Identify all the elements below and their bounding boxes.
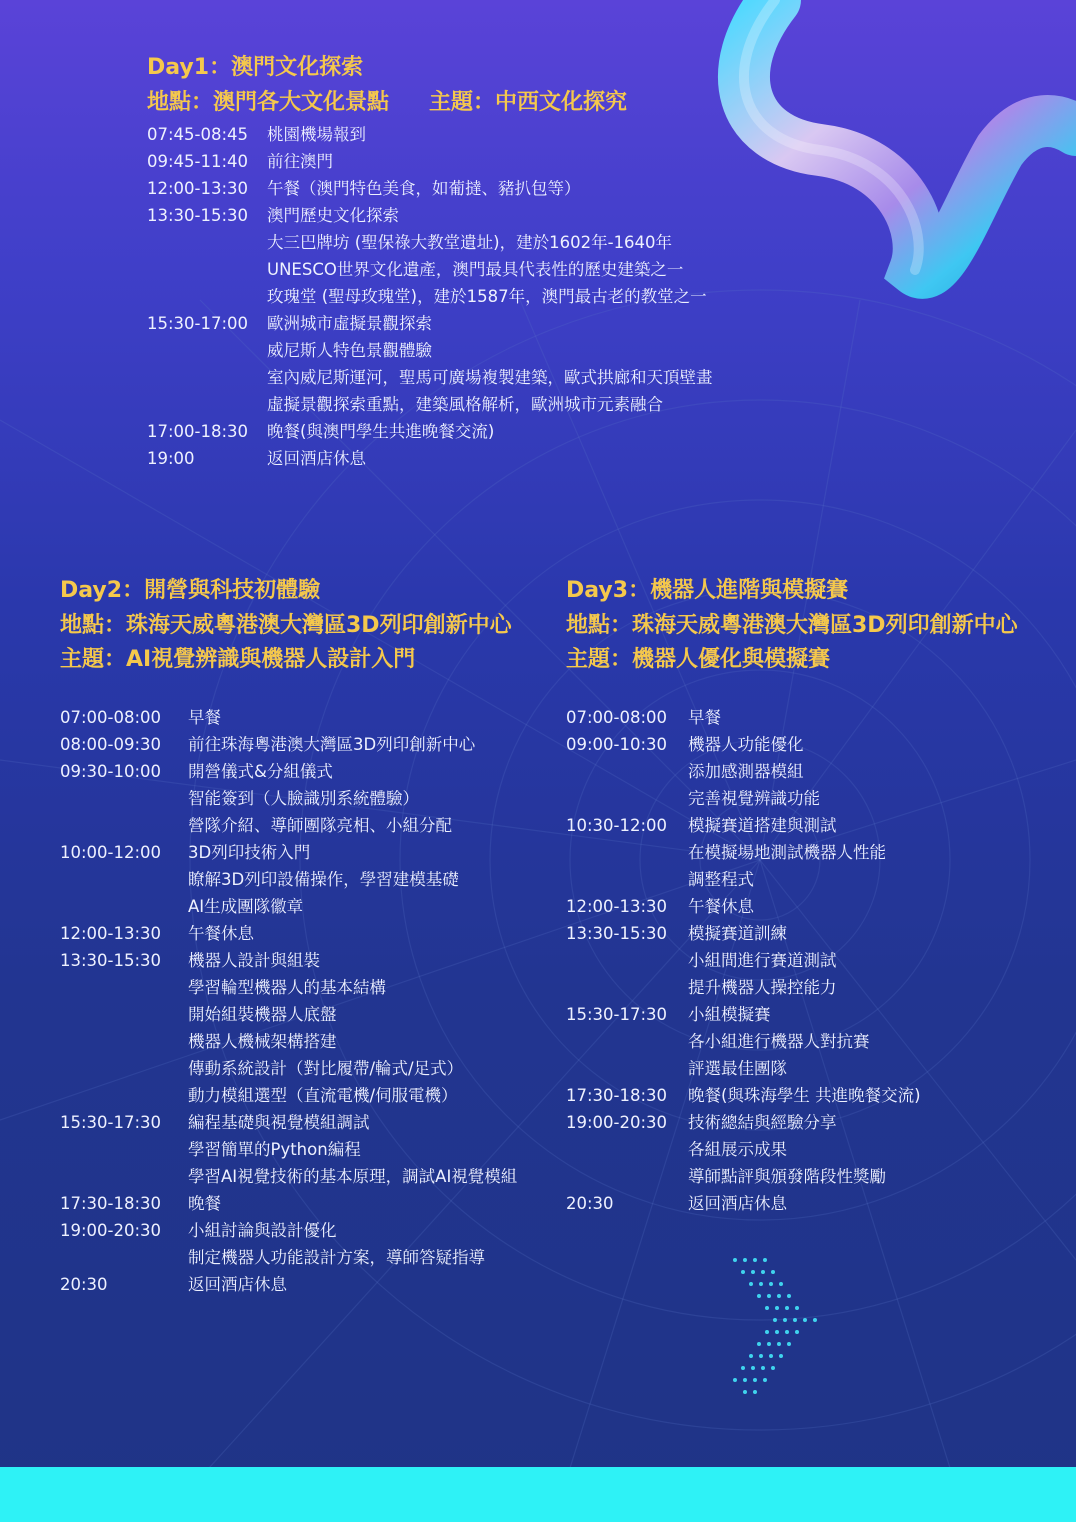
schedule-activity: 學習簡單的Python編程	[188, 1140, 361, 1159]
schedule-row	[566, 866, 1046, 893]
schedule-activity: 晚餐(與珠海學生 共進晚餐交流)	[688, 1086, 921, 1105]
schedule-activity: 小組間進行賽道測試	[688, 951, 837, 970]
schedule-activity: 評選最佳團隊	[688, 1059, 787, 1078]
schedule-activity: 玫瑰堂 (聖母玫瑰堂)，建於1587年，澳門最古老的教堂之一	[267, 287, 707, 306]
day2-theme: 主題：AI視覺辨識與機器人設計入門	[60, 647, 416, 672]
schedule-time: 20:30	[60, 1275, 108, 1294]
schedule-row	[566, 893, 1046, 920]
schedule-row	[147, 256, 797, 283]
schedule-time: 07:00-08:00	[566, 708, 668, 727]
schedule-row	[60, 839, 550, 866]
schedule-row	[566, 920, 1046, 947]
schedule-activity: 模擬賽道搭建與測試	[688, 816, 837, 835]
schedule-time: 17:00-18:30	[147, 422, 249, 441]
schedule-activity: 歐洲城市虛擬景觀探索	[267, 314, 432, 333]
schedule-activity: 學習AI視覺技術的基本原理，調試AI視覺模組	[188, 1167, 518, 1186]
schedule-row	[566, 974, 1046, 1001]
schedule-time: 15:30-17:30	[566, 1005, 668, 1024]
schedule-time: 20:30	[566, 1194, 614, 1213]
schedule-row	[566, 1028, 1046, 1055]
schedule-row	[60, 1055, 550, 1082]
schedule-activity: 機器人機械架構搭建	[188, 1032, 337, 1051]
schedule-activity: 模擬賽道訓練	[688, 924, 787, 943]
schedule-activity: 午餐（澳門特色美食，如葡撻、豬扒包等）	[267, 179, 581, 198]
schedule-row	[566, 758, 1046, 785]
schedule-time: 13:30-15:30	[566, 924, 668, 943]
schedule-row	[566, 1136, 1046, 1163]
schedule-activity: 桃園機場報到	[267, 125, 366, 144]
schedule-row	[60, 1190, 550, 1217]
schedule-activity: 午餐休息	[688, 897, 754, 916]
schedule-row	[60, 1028, 550, 1055]
schedule-row	[60, 974, 550, 1001]
schedule-time: 19:00-20:30	[60, 1221, 162, 1240]
day1-title: Day1：澳門文化探索	[147, 55, 364, 80]
schedule-time: 07:00-08:00	[60, 708, 162, 727]
schedule-row	[60, 1109, 550, 1136]
schedule-row	[147, 337, 797, 364]
schedule-time: 17:30-18:30	[566, 1086, 668, 1105]
schedule-row	[566, 812, 1046, 839]
schedule-row	[60, 1244, 550, 1271]
schedule-row	[147, 391, 797, 418]
schedule-row	[147, 148, 797, 175]
schedule-time: 13:30-15:30	[147, 206, 249, 225]
schedule-activity: 開營儀式&分組儀式	[188, 762, 333, 781]
schedule-activity: 導師點評與頒發階段性獎勵	[688, 1167, 886, 1186]
day3-schedule	[566, 704, 1046, 1217]
schedule-activity: 早餐	[688, 708, 721, 727]
schedule-time: 10:30-12:00	[566, 816, 668, 835]
schedule-activity: 技術總結與經驗分享	[688, 1113, 837, 1132]
schedule-row	[566, 1109, 1046, 1136]
schedule-row	[147, 310, 797, 337]
day3-location: 地點：珠海天威粵港澳大灣區3D列印創新中心	[566, 612, 1018, 638]
schedule-row	[566, 1055, 1046, 1082]
schedule-row	[60, 1136, 550, 1163]
schedule-row	[60, 812, 550, 839]
schedule-activity: 大三巴牌坊 (聖保祿大教堂遺址)，建於1602年-1640年	[267, 233, 673, 252]
schedule-row	[60, 1082, 550, 1109]
schedule-activity: 返回酒店休息	[188, 1275, 287, 1294]
schedule-row	[60, 1001, 550, 1028]
day1-location-theme	[147, 86, 627, 121]
schedule-time: 15:30-17:00	[147, 314, 249, 333]
schedule-activity: 機器人設計與組裝	[188, 951, 320, 970]
schedule-activity: 添加感測器模組	[688, 762, 804, 781]
schedule-activity: 前往澳門	[267, 152, 333, 171]
schedule-time: 13:30-15:30	[60, 951, 162, 970]
schedule-row	[60, 1271, 550, 1298]
schedule-row	[60, 893, 550, 920]
schedule-activity: 室內威尼斯運河，聖馬可廣場複製建築，歐式拱廊和天頂壁畫	[267, 368, 713, 387]
schedule-row	[60, 1163, 550, 1190]
schedule-activity: 調整程式	[688, 870, 754, 889]
schedule-row	[566, 731, 1046, 758]
schedule-row	[566, 704, 1046, 731]
schedule-row	[566, 1163, 1046, 1190]
schedule-time: 19:00-20:30	[566, 1113, 668, 1132]
schedule-activity: 營隊介紹、導師團隊亮相、小組分配	[188, 816, 452, 835]
day2-section	[60, 574, 512, 678]
schedule-time: 09:00-10:30	[566, 735, 668, 754]
schedule-activity: 各組展示成果	[688, 1140, 787, 1159]
schedule-activity: 提升機器人操控能力	[688, 978, 837, 997]
schedule-activity: 小組模擬賽	[688, 1005, 771, 1024]
day1-section	[147, 51, 627, 120]
schedule-activity: 返回酒店休息	[688, 1194, 787, 1213]
schedule-row	[60, 731, 550, 758]
schedule-row	[147, 283, 797, 310]
schedule-activity: AI生成團隊徽章	[188, 897, 304, 916]
schedule-time: 08:00-09:30	[60, 735, 162, 754]
schedule-activity: 小組討論與設計優化	[188, 1221, 337, 1240]
schedule-row	[147, 121, 797, 148]
schedule-row	[147, 202, 797, 229]
schedule-row	[60, 947, 550, 974]
schedule-activity: 瞭解3D列印設備操作，學習建模基礎	[188, 870, 459, 889]
day2-location: 地點：珠海天威粵港澳大灣區3D列印創新中心	[60, 612, 512, 638]
schedule-activity: 晚餐	[188, 1194, 221, 1213]
schedule-row	[60, 866, 550, 893]
schedule-row	[60, 785, 550, 812]
schedule-row	[147, 364, 797, 391]
schedule-row	[147, 229, 797, 256]
schedule-time: 17:30-18:30	[60, 1194, 162, 1213]
schedule-activity: 3D列印技術入門	[188, 843, 311, 862]
day1-schedule	[147, 121, 797, 472]
schedule-time: 09:30-10:00	[60, 762, 162, 781]
schedule-row	[60, 758, 550, 785]
schedule-activity: 機器人功能優化	[688, 735, 804, 754]
schedule-activity: 各小組進行機器人對抗賽	[688, 1032, 870, 1051]
schedule-activity: 早餐	[188, 708, 221, 727]
schedule-activity: 完善視覺辨識功能	[688, 789, 820, 808]
day3-title: Day3：機器人進階與模擬賽	[566, 578, 849, 603]
schedule-time: 15:30-17:30	[60, 1113, 162, 1132]
schedule-row	[60, 1217, 550, 1244]
footer-band	[0, 1467, 1076, 1522]
schedule-activity: 虛擬景觀探索重點，建築風格解析，歐洲城市元素融合	[267, 395, 663, 414]
schedule-activity: 開始組裝機器人底盤	[188, 1005, 337, 1024]
schedule-row	[566, 1001, 1046, 1028]
schedule-time: 12:00-13:30	[147, 179, 249, 198]
day1-location: 地點：澳門各大文化景點	[147, 89, 390, 115]
day3-section	[566, 574, 1018, 678]
schedule-activity: 動力模組選型（直流電機/伺服電機）	[188, 1086, 458, 1105]
schedule-row	[566, 785, 1046, 812]
schedule-row	[60, 704, 550, 731]
day3-theme: 主題：機器人優化與模擬賽	[566, 647, 831, 672]
schedule-time: 19:00	[147, 449, 195, 468]
schedule-activity: 晚餐(與澳門學生共進晚餐交流)	[267, 422, 495, 441]
schedule-activity: 澳門歷史文化探索	[267, 206, 399, 225]
schedule-time: 10:00-12:00	[60, 843, 162, 862]
schedule-row	[566, 1082, 1046, 1109]
schedule-activity: 制定機器人功能設計方案，導師答疑指導	[188, 1248, 485, 1267]
schedule-activity: 午餐休息	[188, 924, 254, 943]
schedule-activity: 在模擬場地測試機器人性能	[688, 843, 886, 862]
schedule-row	[147, 445, 797, 472]
schedule-row	[566, 839, 1046, 866]
schedule-time: 12:00-13:30	[60, 924, 162, 943]
day2-schedule	[60, 704, 550, 1298]
schedule-activity: UNESCO世界文化遺產，澳門最具代表性的歷史建築之一	[267, 260, 684, 279]
schedule-row	[566, 947, 1046, 974]
schedule-row	[147, 175, 797, 202]
schedule-activity: 學習輪型機器人的基本結構	[188, 978, 386, 997]
schedule-row	[566, 1190, 1046, 1217]
schedule-row	[147, 418, 797, 445]
schedule-time: 12:00-13:30	[566, 897, 668, 916]
schedule-activity: 編程基礎與視覺模組調試	[188, 1113, 370, 1132]
schedule-row	[60, 920, 550, 947]
schedule-activity: 返回酒店休息	[267, 449, 366, 468]
day1-theme: 主題：中西文化探究	[429, 89, 628, 115]
schedule-activity: 前往珠海粵港澳大灣區3D列印創新中心	[188, 735, 476, 754]
dotted-chevron-decoration	[725, 1250, 835, 1410]
schedule-activity: 智能簽到（人臉識別系統體驗）	[188, 789, 419, 808]
schedule-activity: 威尼斯人特色景觀體驗	[267, 341, 432, 360]
schedule-time: 09:45-11:40	[147, 152, 249, 171]
schedule-activity: 傳動系統設計（對比履帶/輪式/足式）	[188, 1059, 464, 1078]
day2-title: Day2：開營與科技初體驗	[60, 578, 321, 603]
schedule-time: 07:45-08:45	[147, 125, 249, 144]
